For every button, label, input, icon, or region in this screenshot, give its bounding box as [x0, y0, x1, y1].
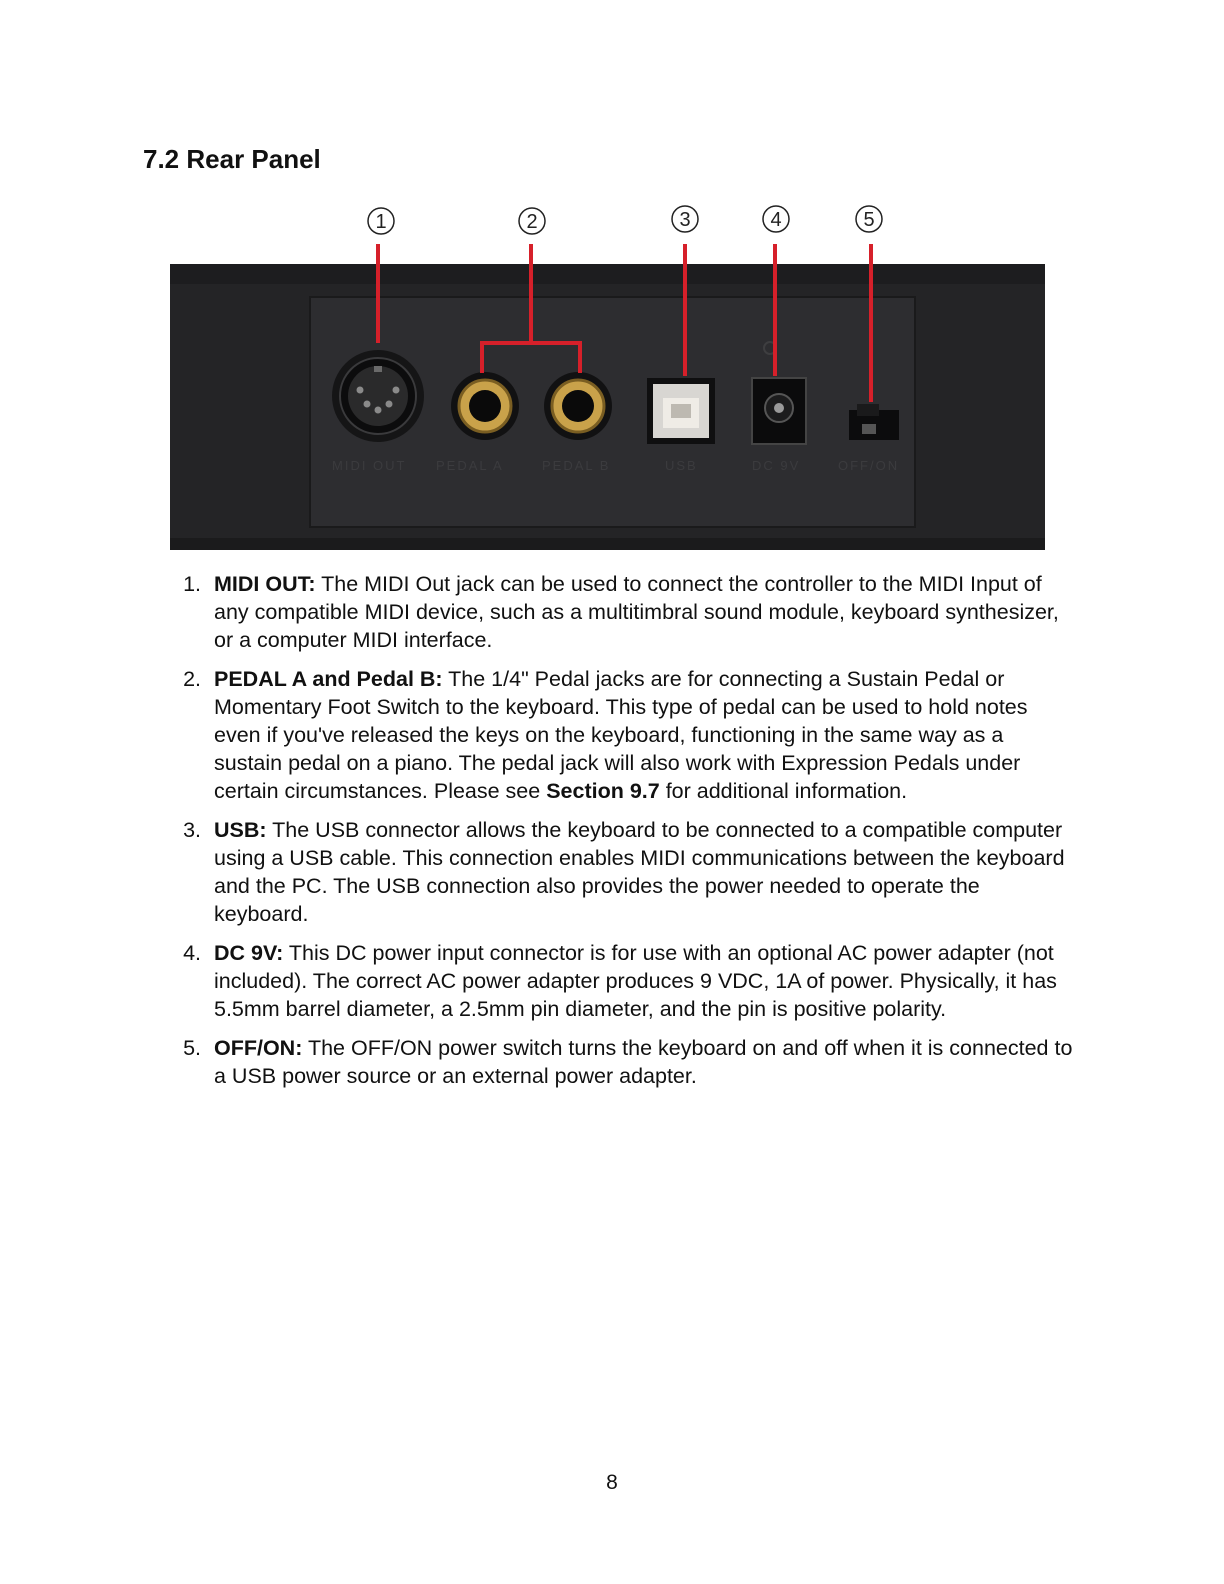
item-number: 1.: [183, 572, 201, 596]
panel-label: USB: [665, 458, 698, 473]
panel-label: PEDAL A: [436, 458, 504, 473]
svg-text:2: 2: [526, 211, 538, 233]
svg-text:4: 4: [770, 209, 782, 231]
item-text: OFF/ON: The OFF/ON power switch turns the keyboard on and off when it is connected to a USB power source or an external power adapter.: [214, 1036, 1073, 1088]
pedal-b-jack: [544, 372, 612, 440]
rear-panel-figure: [160, 198, 1060, 556]
page-number: 8: [606, 1471, 618, 1494]
list-item: [175, 939, 1075, 1023]
section-heading: 7.2 Rear Panel: [143, 144, 321, 174]
panel-label: PEDAL B: [542, 458, 611, 473]
svg-text:3: 3: [679, 209, 691, 231]
list-item: [175, 570, 1075, 654]
list-item: [175, 816, 1075, 928]
item-text: MIDI OUT: The MIDI Out jack can be used to connect the controller to the MIDI Input of any compatible MIDI device, such as a multitimbral sound module, keyboard synthesizer, or a computer MIDI interface.: [214, 572, 1059, 652]
callout-1: [368, 208, 394, 234]
midi-out-connector: [332, 350, 424, 442]
callout-5: [856, 206, 882, 232]
callout-4: [763, 206, 789, 232]
list-item: [175, 1034, 1075, 1090]
connector-list: [175, 570, 1075, 1101]
usb-port: [647, 378, 715, 444]
item-number: 4.: [183, 941, 201, 965]
item-number: 2.: [183, 667, 201, 691]
item-text: DC 9V: This DC power input connector is for use with an optional AC power adapter (not included). The correct AC power adapter produces 9 VDC, 1A of power. Physically, it has 5.5mm barrel diameter, a 2.5mm pin diameter, and the pin is positive polarity.: [214, 941, 1057, 1021]
svg-text:1: 1: [375, 211, 387, 233]
panel-label: OFF/ON: [838, 458, 900, 473]
item-text: PEDAL A and Pedal B: The 1/4" Pedal jacks are for connecting a Sustain Pedal or Momentary Foot Switch to the keyboard. This type of pedal can be used to hold notes even if you've released the keys on the keyboard, functioning in the same way as a sustain pedal on a piano. The pedal jack will also work with Expression Pedals under certain circumstances. Please see Section 9.7 for additional information.: [214, 667, 1028, 803]
callout-2: [519, 208, 545, 234]
item-number: 3.: [183, 818, 201, 842]
panel-label: MIDI OUT: [332, 458, 407, 473]
item-text: USB: The USB connector allows the keyboard to be connected to a compatible computer using a USB cable. This connection enables MIDI communications between the keyboard and the PC. The USB connection also provides the power needed to operate the keyboard.: [214, 818, 1065, 926]
item-number: 5.: [183, 1036, 201, 1060]
list-item: [175, 665, 1075, 805]
panel-label: DC 9V: [752, 458, 801, 473]
callout-3: [672, 206, 698, 232]
svg-text:5: 5: [863, 209, 875, 231]
pedal-a-jack: [451, 372, 519, 440]
